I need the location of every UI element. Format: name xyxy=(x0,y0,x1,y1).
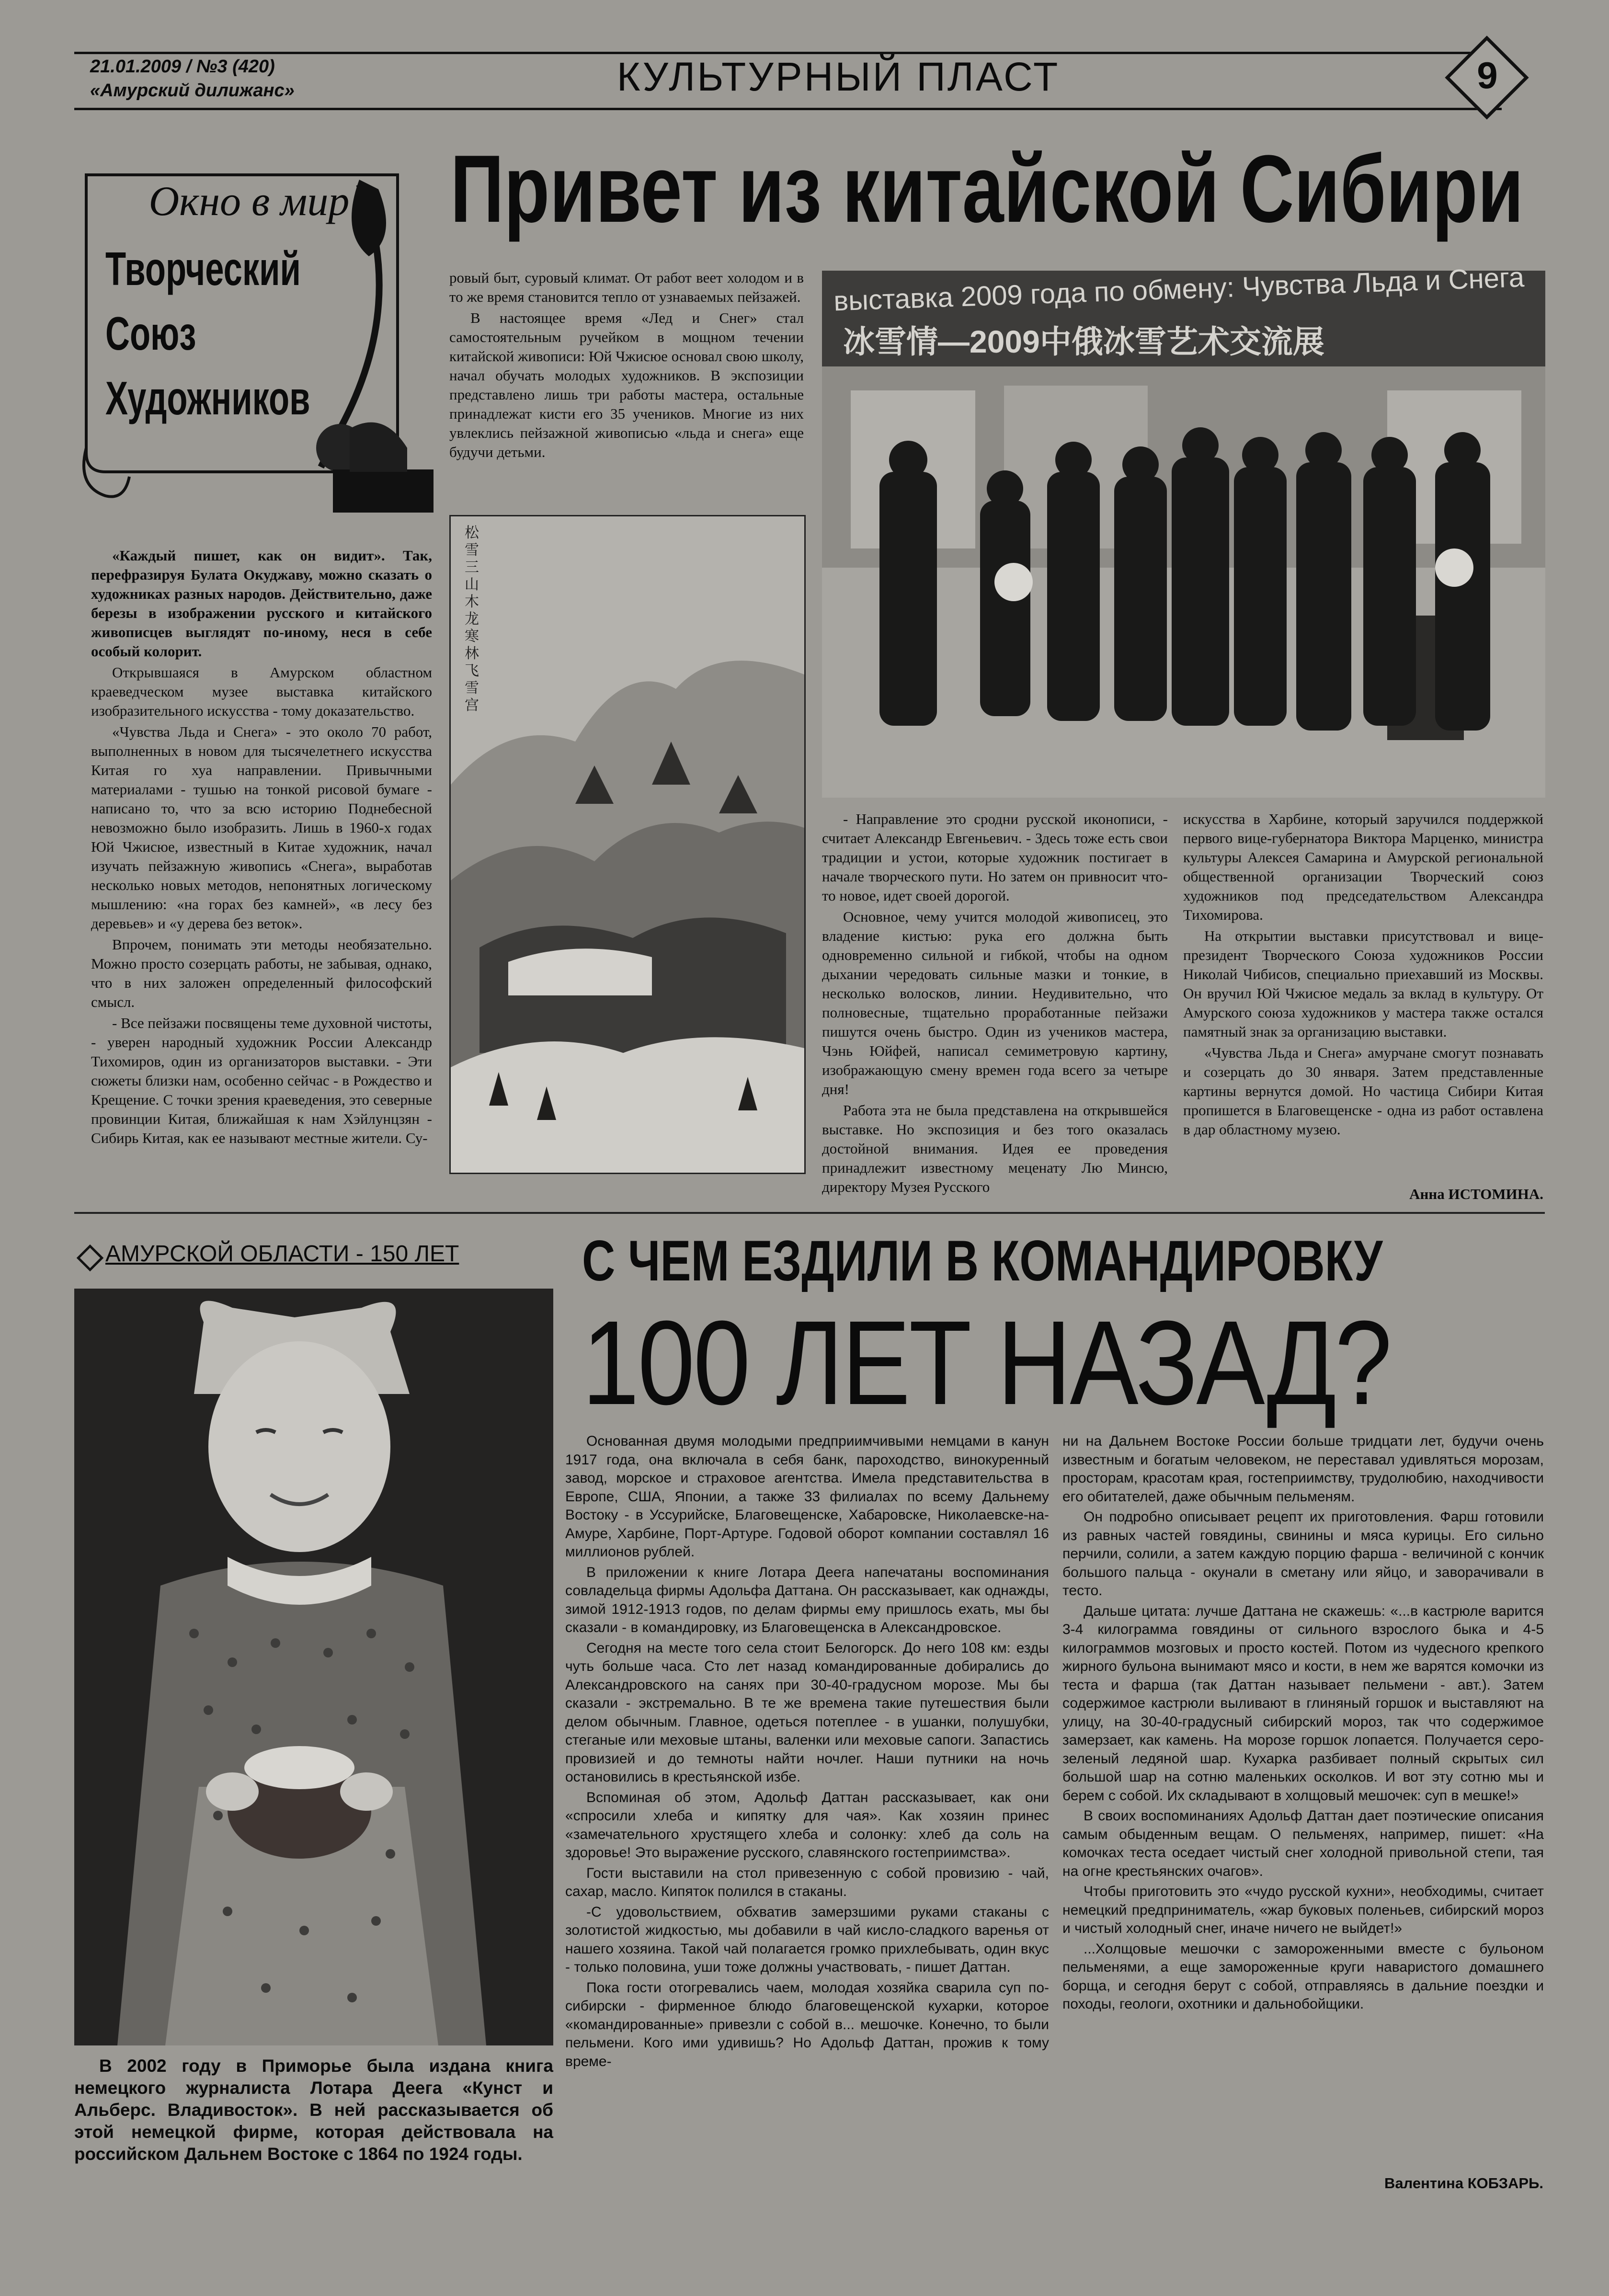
article2-par: Чтобы приготовить это «чудо русской кухни», необходимы, считает немецкий предприниматель, «жар буковых поленьев, сибирский мороз и чистый холодный снег, иначе ничего не выйдет!» xyxy=(1062,1884,1544,1936)
issue-date: 21.01.2009 / №3 (420) xyxy=(90,57,275,77)
article1-par: «Чувства Льда и Снега» амурчане смогут познавать и созерцать до 30 января. Затем представленные картины вернутся домой. Но частица Сибири Китая пропишется в Благовещенске - одна из работ оставлена в дар областному музею. xyxy=(1183,1044,1543,1138)
article2-par: Пока гости отогревались чаем, молодая хозяйка сварила суп по-сибирски - фирменное блюдо благовещенской кухарки, которое «командированные» привезли с собой в... мешочке. Конечно, то были пельмени. Кого ими удивишь? Но Адольф Даттан, прожив к тому време- xyxy=(565,1979,1049,2069)
article2-author: Валентина КОБЗАРЬ. xyxy=(1384,2175,1543,2192)
painting-inscription: 松雪三山木龙 寒林 飞雪 宫 xyxy=(465,525,479,713)
article1-par: ровый быт, суровый климат. От работ веет холодом и в то же время становится тепло от узнаваемых пейзажей. xyxy=(449,269,804,305)
article2-caption: В 2002 году в Приморье была издана книга немецкого журналиста Лотара Деега «Кунст и Альберс. Владивосток». В ней рассказывается об этой немецкой фирме, которая действовала на российском Дальнем Востоке с 1864 по 1924 годы. xyxy=(74,2056,553,2164)
paper-name: «Амурский дилижанс» xyxy=(90,80,295,101)
rubric-line-1: Творческий xyxy=(105,242,301,295)
article1-col1 xyxy=(91,546,432,1150)
article1-par: В настоящее время «Лед и Снег» стал самостоятельным ручейком в мощном течении китайской живописи: Юй Чжисюе основал свою школу, начал обучать молодых художников. В экспозиции представлено лишь три работы мастера, остальные принадлежат кисти его 35 учеников. Многие из них увлеклись пейзажной живописью «льда и снега» еще будучи детьми. xyxy=(449,309,804,460)
article2-par: Дальше цитата: лучше Даттана не скажешь: «...в кастрюле варится 3-4 килограмма говядины от сильного взрослого быка и 4-5 килограммов мозговых и просто костей. Потом из чудесного крепкого жирного бульона вынимают мясо и кости, в нем же варятся комочки из теста и фарша (так Даттан называет пельмени - авт.). Затем содержимое кастрюли выливают в глиняный горшок и выставляют на улицу, на 30-40-градусный сибирский мороз, так что содержимое замерзает, как камень. На морозе горшок лопается. Получается серо-зеленый ледяной шар. Кухарка разбивает полный скрытых сил большой шар на сотню маленьких осколков. И вот эту сотню мы и берем с собой. Их складывают в холщовый мешочек: суп в мешке!» xyxy=(1062,1603,1544,1804)
section-title: КУЛЬТУРНЫЙ ПЛАСТ xyxy=(616,54,1060,99)
page-number: 9 xyxy=(1477,54,1498,96)
rubric-script: Окно в мир xyxy=(148,178,350,225)
chinese-ink-painting xyxy=(449,515,806,1174)
article2-rubric: АМУРСКОЙ ОБЛАСТИ - 150 ЛЕТ xyxy=(105,1241,459,1267)
article1-par: - Все пейзажи посвящены теме духовной чистоты, - уверен народный художник России Александр Тихомиров, один из организаторов выставки. - Эти сюжеты близки нам, особенно сейчас - в Рождество и Крещение. С точки зрения краеведения, это северные провинции Китая, ближайшая к нам Хэйлунцзян - Сибирь Китая, как ее называют местные жители. Су- xyxy=(91,1015,432,1146)
photo-banner-text: выставка 2009 года по обмену: Чувства Льда и Снега xyxy=(833,262,1525,317)
article1-lead: «Каждый пишет, как он видит». Так, перефразируя Булата Окуджаву, можно сказать о художниках разных народов. Действительно, даже березы в изображении русского и китайского живописцев выглядят по-иному, неся в себе особый колорит. xyxy=(91,547,432,660)
article1-col4 xyxy=(1183,810,1543,1141)
woman-portrait-photo xyxy=(74,1289,553,2045)
article1-par: Открывшаяся в Амурском областном краеведческом музее выставка китайского изобразительного искусства - тому доказательство. xyxy=(91,664,432,719)
rubric-diamond-icon xyxy=(77,1245,104,1272)
article1-par: На открытии выставки присутствовал и вице-президент Творческого Союза художников России Николай Чибисов, специально приехавший из Москвы. Он вручил Юй Чжисюе медаль за вклад в культуру. От Амурского союза художников у мастера также остался памятный знак за организацию выставки. xyxy=(1183,927,1543,1040)
article2-par: ...Холщовые мешочки с замороженными вместе с бульоном пельменями, а еще замороженные круги наваристого домашнего борща, и сегодня берут с собой, отправляясь в дальние поездки и походы, геологи, охотники и дальнобойщики. xyxy=(1062,1941,1544,2012)
article2-par: -С удовольствием, обхватив замерзшими руками стаканы с золотистой жидкостью, мы добавили в чай кисло-сладкого варенья от нашего хозяина. Такой чай полагается громко прихлебывать, один вкус - только половина, уши тоже должны участвовать, - пишет Даттан. xyxy=(565,1904,1049,1975)
article1-par: - Направление это сродни русской иконописи, - считает Александр Евгеньевич. - Здесь тоже есть свои традиции и устои, которые художник постигает в начале творческого пути. Но затем он привносит что-то новое, идет своей дорогой. xyxy=(822,811,1168,904)
article2-par: В приложении к книге Лотара Деега напечатаны воспоминания совладельца фирмы Адольфа Даттана. Он рассказывает, как однажды, зимой 1912-1913 годов, по делам фирмы ему пришлось ехать, мы бы сказали - в командировку, из Благовещенска в Александровское. xyxy=(565,1564,1049,1635)
article2-col2 xyxy=(1062,1432,1544,2016)
article2-col1 xyxy=(565,1432,1049,2073)
section-divider xyxy=(74,1212,1545,1214)
article1-author: Анна ИСТОМИНА. xyxy=(1409,1186,1543,1202)
photo-banner-chinese: 冰雪情—2009中俄冰雪艺术交流展 xyxy=(843,324,1324,359)
article2-par: Вспоминая об этом, Адольф Даттан рассказывает, как они «спросили хлеба и кипятку для чая». Как хозяин принес «замечательного хрустящего хлеба и солонку: хлеб да соль на здоровье! Это выражение русского, славянского гостеприимства». xyxy=(565,1789,1049,1861)
article1-par: Впрочем, понимать эти методы необязательно. Можно просто созерцать работы, не забывая, однако, что в них заложен определенный философский смысл. xyxy=(91,936,432,1010)
article1-col3 xyxy=(822,810,1168,1199)
article2-par: Сегодня на месте того села стоит Белогорск. До него 108 км: езды чуть больше часа. Сто лет назад командированные добирались до Александровского на санях при 30-40-градусном морозе. Мы бы сказали - экстремально. В те же времена такие путешествия были делом обычным. Главное, одеться потеплее - в ушанки, полушубки, стеганые или меховые штаны, валенки или меховые сапоги. Запастись провизией и до темноты найти ночлег. Наши путники на ночь остановились в крестьянской избе. xyxy=(565,1640,1049,1785)
article1-par: Работа эта не была представлена на открывшейся выставке. Но экспозиция и без того оказалась достойной внимания. Идея ее проведения принадлежит известному меценату Лю Минсю, директору Музея Русского xyxy=(822,1102,1168,1195)
article2-par: Гости выставили на стол привезенную с собой провизию - чай, сахар, масло. Кипяток полился в стаканы. xyxy=(565,1865,1049,1899)
rubric-line-2: Союз xyxy=(105,307,196,360)
article1-par: Основное, чему учится молодой живописец, это владение кистью: рука его должна быть одновременно сильной и гибкой, чтобы на одном дыхании чередовать сильные мазки и тонкие, в несколько волосков, линии. Неудивительно, что полновесные, тщательно проработанные пейзажи пишутся очень быстро. Один из учеников мастера, Чэнь Юйфей, написал семиметровую картину, изображающую смену времен года всего за четыре дня! xyxy=(822,908,1168,1097)
article2-par: В своих воспоминаниях Адольф Даттан дает поэтические описания самым обыденным вещам. О пельменях, например, пишет: «На комочках теста оседает чистый снег холодной привольной степи, тая на огне крестьянских очагов». xyxy=(1062,1808,1544,1879)
article2-title-line2: 100 ЛЕТ НАЗАД? xyxy=(582,1296,1391,1429)
article1-title: Привет из китайской Сибири xyxy=(450,136,1524,242)
article2-title-line1: С ЧЕМ ЕЗДИЛИ В КОМАНДИРОВКУ xyxy=(582,1229,1383,1293)
article2-par: Он подробно описывает рецепт их приготовления. Фарш готовили из равных частей говядины, свинины и мяса курицы. Его сильно перчили, солили, а затем каждую порцию фарша - величиной с кончик большого пальца - окунали в сметану или яйцо, и заворачивали в тесто. xyxy=(1062,1509,1544,1599)
rubric-line-3: Художников xyxy=(105,372,310,424)
article1-col2 xyxy=(449,268,804,464)
article2-par: ни на Дальнем Востоке России больше тридцати лет, будучи очень известным и богатым человеком, не переставал удивляться морозам, просторам, красотам края, гостеприимству, трудолюбию, находчивости его обитателей, даже обычным пельменям. xyxy=(1062,1433,1544,1505)
article2-par: Основанная двумя молодыми предприимчивыми немцами в канун 1917 года, она включала в себя банк, пароходство, винокуренный завод, морское и страховое агентства. Имела представительства в Европе, США, Японии, а также 33 филиалах по всему Дальнему Востоку - в Уссурийске, Благовещенске, Хабаровске, Николаевске-на-Амуре, Харбине, Порт-Артуре. Годовой оборот компании составлял 16 миллионов рублей. xyxy=(565,1433,1049,1560)
article1-par: «Чувства Льда и Снега» - это около 70 работ, выполненных в новом для тысячелетнего искусства Китая го хуа направлении. Привычными материалами - тушью на тонкой рисовой бумаге - написано то, что за всю историю Поднебесной невозможно было изобразить. Лишь в 1960-х годах Юй Чжисюе, известный в Китае художник, начал изучать пейзажную живопись «Снега», выработав несколько новых методов, непонятных логическому мышлению: «на горах без камней», «в лесу без деревьев» и «у дерева без веток». xyxy=(91,723,432,932)
header-rule-bottom xyxy=(74,108,1502,110)
article1-par: искусства в Харбине, который заручился поддержкой первого вице-губернатора Виктора Марценко, министра культуры Алексея Самарина и Амурской региональной общественной организации Творческий союз художников под председательством Александра Тихомирова. xyxy=(1183,811,1543,923)
